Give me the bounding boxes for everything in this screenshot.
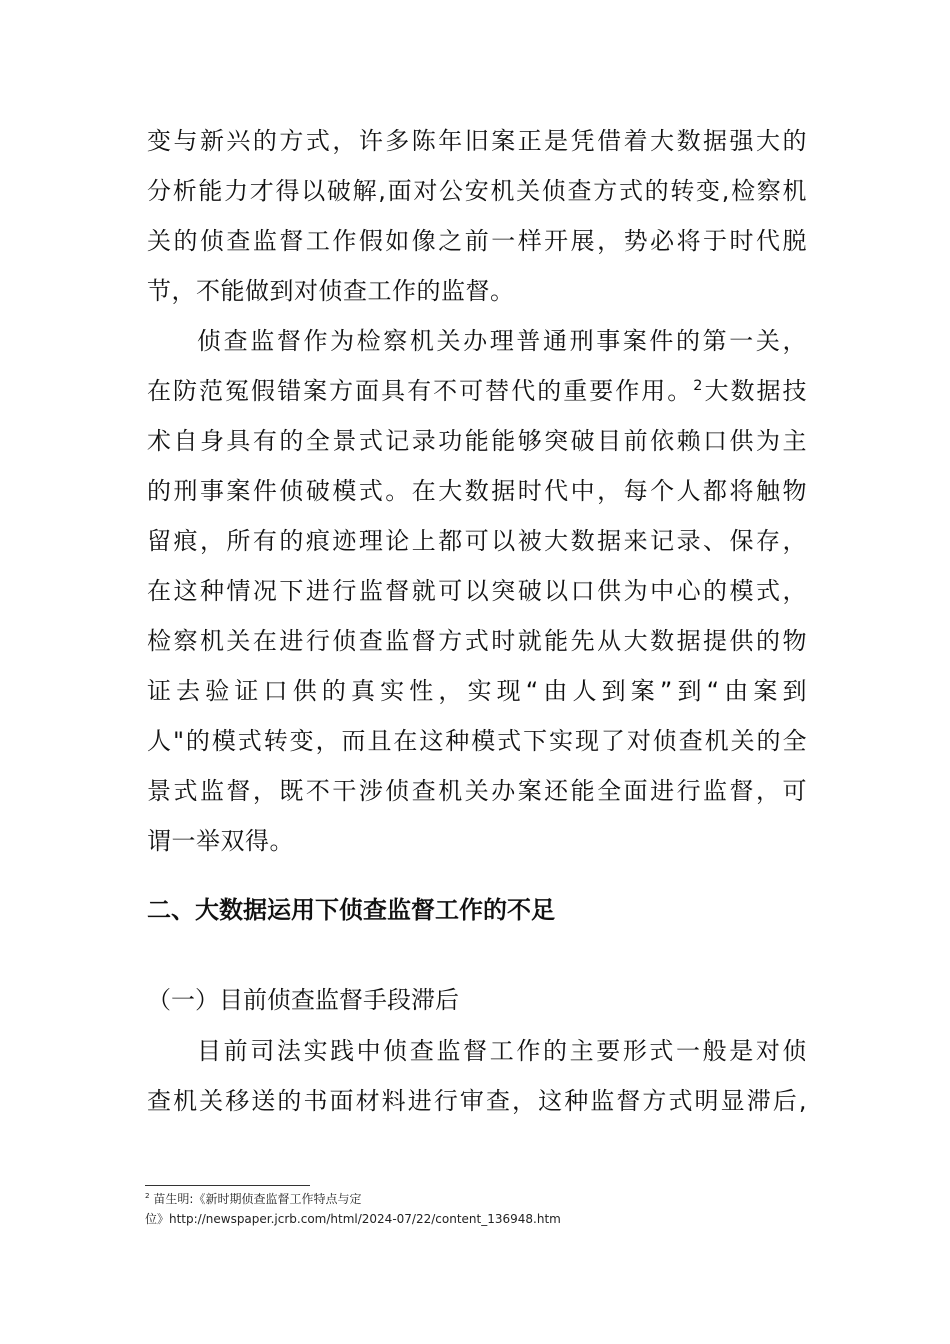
footnote-line xyxy=(145,1191,361,1207)
paragraph-line: 谓一举双得。 xyxy=(147,827,294,855)
paragraph-line: 变与新兴的方式，许多陈年旧案正是凭借着大数据强大的 xyxy=(147,127,807,155)
paragraph-line: 分析能力才得以破解,面对公安机关侦查方式的转变,检察机 xyxy=(147,177,807,205)
paragraph-line: 侦查监督作为检察机关办理普通刑事案件的第一关， xyxy=(197,327,807,355)
paragraph-line: 人"的模式转变，而且在这种模式下实现了对侦查机关的全 xyxy=(147,727,807,755)
footnote-line: 位》http://newspaper.jcrb.com/html/2024-07/22/content_136948.htm xyxy=(145,1212,561,1226)
paragraph-line: 节，不能做到对侦查工作的监督。 xyxy=(147,277,515,305)
subsection-heading: （一）目前侦查监督手段滞后 xyxy=(147,986,459,1014)
section-heading: 二、大数据运用下侦查监督工作的不足 xyxy=(147,896,555,924)
paragraph-text: 在防范冤假错案方面具有不可替代的重要作用。 xyxy=(147,377,694,405)
footnote-reference[interactable]: 2 xyxy=(693,378,703,394)
paragraph-line: 在这种情况下进行监督就可以突破以口供为中心的模式， xyxy=(147,577,807,605)
paragraph-line: 查机关移送的书面材料进行审查，这种监督方式明显滞后, xyxy=(147,1087,807,1115)
paragraph-line: 术自身具有的全景式记录功能能够突破目前依赖口供为主 xyxy=(147,427,807,455)
paragraph-line: 景式监督，既不干涉侦查机关办案还能全面进行监督，可 xyxy=(147,777,807,805)
paragraph-line: 证去验证口供的真实性，实现“由人到案”到“由案到 xyxy=(147,677,807,705)
paragraph-line: 目前司法实践中侦查监督工作的主要形式一般是对侦 xyxy=(197,1037,807,1065)
footnote-separator xyxy=(145,1185,310,1186)
paragraph-line-with-footnote xyxy=(147,376,807,406)
footnote-number: 2 xyxy=(145,1191,150,1200)
paragraph-text: 大数据技 xyxy=(702,377,808,405)
paragraph-line: 留痕，所有的痕迹理论上都可以被大数据来记录、保存， xyxy=(147,527,807,555)
paragraph-line: 关的侦查监督工作假如像之前一样开展，势必将于时代脱 xyxy=(147,227,807,255)
paragraph-line: 的刑事案件侦破模式。在大数据时代中，每个人都将触物 xyxy=(147,477,807,505)
footnote-text: 苗生明:《新时期侦查监督工作特点与定 xyxy=(153,1192,362,1206)
paragraph-line: 检察机关在进行侦查监督方式时就能先从大数据提供的物 xyxy=(147,627,807,655)
